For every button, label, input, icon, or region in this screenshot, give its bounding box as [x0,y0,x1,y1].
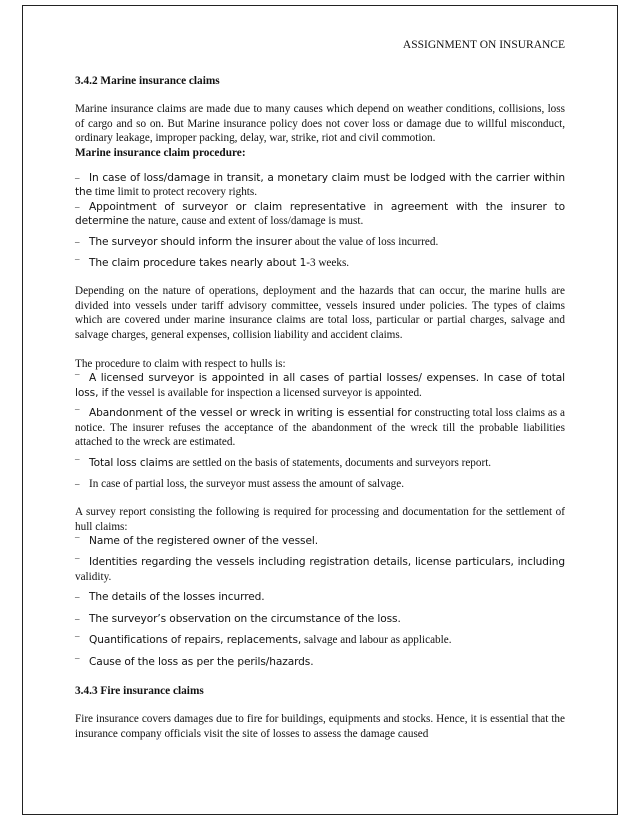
hull-procedure-intro: The procedure to claim with respect to hulls is: [75,357,286,370]
list-item: ‒ In case of loss/damage in transit, a monetary claim must be lodged with the carrier within the time limit to protect recovery rights. [75,171,565,199]
list-item: ¯ Cause of the loss as per the perils/hazards. [75,656,314,668]
section-heading-marine: 3.4.2 Marine insurance claims [75,74,220,87]
bullet-mark: ‒ [75,478,80,489]
list-item: ‒ The surveyor should inform the insurer about the value of loss incurred. [75,235,439,248]
survey-report-paragraph: A survey report consisting the following is required for processing and documentation for the settlement of hull claims: [75,506,565,533]
bullet-mark: ‒ [75,172,80,183]
bullet-mark: ¯ [75,657,80,667]
list-item: ‒ The details of the losses incurred. [75,591,265,604]
fire-intro-paragraph: Fire insurance covers damages due to fire for buildings, equipments and stocks. Hence, it is essential that the insurance company officials visit the site of losses to assess the damage caused [75,713,565,740]
bullet-mark: ‒ [75,613,80,624]
marine-intro-paragraph: Marine insurance claims are made due to many causes which depend on weather conditions, collisions, loss of cargo and so on. But Marine insurance policy does not cover loss or damage due to willful misconduct, ordinary leakage, improper packing, delay, war, strike, riot and civil commotion. [75,103,565,145]
bullet-mark: ‒ [75,201,80,212]
list-item: ¯ Identities regarding the vessels including registration details, license particulars, including validity. [75,556,565,583]
list-item: ¯ The claim procedure takes nearly about 1-3 weeks. [75,256,350,269]
procedure-heading: Marine insurance claim procedure: [75,146,246,159]
bullet-mark: ¯ [75,557,80,568]
bullet-mark: ¯ [75,635,80,646]
bullet-mark: ¯ [75,408,80,419]
hull-procedure-list [75,371,565,491]
list-item: ‒ The surveyor’s observation on the circumstance of the loss. [75,612,401,625]
page-header: ASSIGNMENT ON INSURANCE [402,39,565,51]
section-heading-fire: 3.4.3 Fire insurance claims [75,684,204,697]
survey-report-list [75,534,565,669]
list-item: ¯ Quantifications of repairs, replacements, salvage and labour as applicable. [75,634,452,647]
list-item: ¯ Total loss claims are settled on the basis of statements, documents and surveyors report. [75,457,492,470]
list-item: ¯ A licensed surveyor is appointed in all cases of partial losses/ expenses. In case of total loss, if the vessel is available for inspection a licensed surveyor is appointed. [75,372,565,399]
bullet-mark: ¯ [75,257,80,268]
bullet-mark: ‒ [75,592,80,603]
list-item: ‒ Appointment of surveyor or claim representative in agreement with the insurer to determine the nature, cause and extent of loss/damage is must. [75,200,565,228]
document-body [75,38,565,741]
procedure-list [75,171,565,271]
bullet-mark: ¯ [75,373,80,384]
list-item: ¯ Name of the registered owner of the vessel. [75,535,318,548]
bullet-mark: ¯ [75,536,80,547]
hull-types-paragraph: Depending on the nature of operations, deployment and the hazards that can occur, the marine hulls are divided into vessels under tariff advisory committee, vessels insured under policies. The types of claims which are covered under marine insurance claims are total loss, particular or partial charges, salvage and salvage charges, general expenses, collision liability and accident claims. [75,285,565,341]
list-item: ‒ In case of partial loss, the surveyor must assess the amount of salvage. [75,477,405,490]
list-item: ¯ Abandonment of the vessel or wreck in writing is essential for constructing total loss claims as a notice. The insurer refuses the acceptance of the abandonment of the wreck till the probable liabilities attached to the wreck are estimated. [75,407,565,449]
bullet-mark: ¯ [75,458,80,469]
bullet-mark: ‒ [75,236,80,247]
